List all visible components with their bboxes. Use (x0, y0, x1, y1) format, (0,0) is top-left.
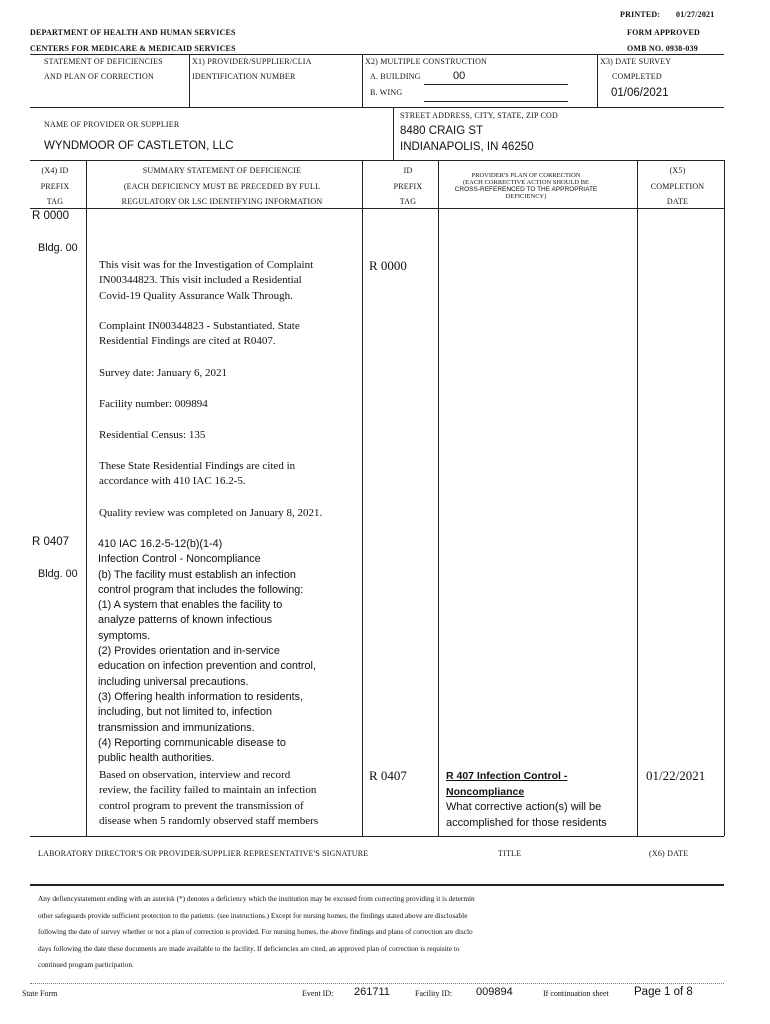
regulation-line-10: including universal precautions. (98, 675, 249, 688)
visit-text-line-3: Covid-19 Quality Assurance Walk Through. (99, 289, 293, 302)
event-id-value: 261711 (354, 986, 390, 998)
finding-line-3: control program to prevent the transmission of (99, 799, 304, 812)
director-signature-label: LABORATORY DIRECTOR'S OR PROVIDER/SUPPLIER REPRESENTATIVE'S SIGNATURE (38, 849, 369, 858)
finding-line-4: disease when 5 randomly observed staff members (99, 815, 319, 828)
x4-header-2: PREFIX (40, 182, 70, 191)
column-divider-tag (86, 160, 87, 836)
address-line-1: 8480 CRAIG ST (400, 125, 484, 137)
regulation-line-6: analyze patterns of known infectious (98, 614, 273, 627)
header-box-top (30, 54, 724, 55)
form-approved: FORM APPROVED (627, 28, 701, 37)
regulation-line-7: symptoms. (98, 629, 151, 642)
footer-dotted-line (30, 983, 724, 984)
finding-line-2: review, the facility failed to maintain an infection (99, 784, 317, 797)
page-number: Page 1 of 8 (634, 986, 693, 998)
department-title: DEPARTMENT OF HEALTH AND HUMAN SERVICES (30, 28, 236, 37)
visit-text (99, 258, 313, 304)
plan-title-line-2: Noncompliance (446, 785, 525, 798)
regulation-line-8: (2) Provides orientation and in-service (98, 645, 280, 658)
completed-label: COMPLETED (612, 72, 662, 81)
title-label: TITLE (498, 849, 522, 858)
x5-header-3: DATE (666, 197, 689, 206)
findings-cited-line-1: These State Residential Findings are cited in (99, 460, 296, 472)
centers-title: CENTERS FOR MEDICARE & MEDICAID SERVICES (30, 44, 236, 53)
state-form-label: State Form (22, 989, 58, 998)
regulation-line-4: control program that includes the following: (98, 583, 304, 596)
disclaimer-line-5: continued program participation. (38, 960, 134, 969)
regulation-line-2: Infection Control - Noncompliance (98, 553, 261, 566)
finding-line-1: Based on observation, interview and record (99, 769, 291, 781)
regulation-line-3: (b) The facility must establish an infection (98, 568, 296, 581)
plan-title (446, 769, 567, 800)
columns-top-line (30, 160, 724, 161)
id-tag-r0000: R 0000 (369, 258, 407, 273)
printed-date: 01/27/2021 (676, 10, 715, 19)
x4-header-3: TAG (46, 197, 64, 206)
statement-label-2: AND PLAN OF CORRECTION (44, 72, 154, 81)
disclaimer-line-1: Any defiencystatement ending with an asterisk (*) denotes a deficiency which the institution may be excused from correcting providing it is determin (38, 894, 475, 903)
x4-header-1: (X4) ID (41, 166, 69, 175)
column-divider-summary (362, 160, 363, 836)
building-underline (424, 84, 568, 85)
disclaimer-line-2: other safeguards provide sufficient protection to the patients. (see instructions.) Except for nursing homes, the findings stated above are disclosable (38, 910, 468, 920)
disclaimer-line-3: following the date of survey whether or not a plan of correction is provided. For nursing homes, the above findings and plans of correction are disclo (38, 927, 473, 936)
summary-header-2: (EACH DEFICIENCY MUST BE PRECEDED BY FULL (123, 182, 321, 191)
statement-label-1: STATEMENT OF DEFICIENCIES (44, 57, 163, 66)
x5-header-2: COMPLETION (650, 182, 705, 191)
complaint-text (99, 319, 300, 350)
plan-header-4: DEFICIENCY) (505, 193, 547, 200)
signature-bottom-line (30, 884, 724, 886)
plan-text-line-2: accomplished for those residents (446, 816, 607, 829)
regulation-line-11: (3) Offering health information to residents, (98, 690, 304, 703)
address-line-2: INDIANAPOLIS, IN 46250 (400, 141, 534, 153)
survey-date-text: Survey date: January 6, 2021 (99, 367, 227, 379)
summary-header-1: SUMMARY STATEMENT OF DEFICIENCIE (142, 166, 302, 175)
provider-name-label: NAME OF PROVIDER OR SUPPLIER (44, 120, 180, 129)
id-header-3: TAG (399, 197, 417, 206)
summary-header-3: REGULATORY OR LSC IDENTIFYING INFORMATION (121, 197, 323, 206)
multiple-construction-label: X2) MULTIPLE CONSTRUCTION (365, 57, 488, 66)
visit-text-line-1: This visit was for the Investigation of Complaint (99, 259, 314, 271)
id-header-1: ID (403, 166, 413, 175)
facility-number-text: Facility number: 009894 (99, 398, 208, 410)
tag-r0407: R 0407 (32, 536, 70, 548)
provider-id-label-2: IDENTIFICATION NUMBER (192, 72, 296, 81)
plan-header-2: (EACH CORRECTIVE ACTION SHOULD BE (462, 179, 590, 186)
building-label: A. BUILDING (370, 72, 421, 81)
regulation-line-9: education on infection prevention and control, (98, 660, 316, 673)
quality-review-text: Quality review was completed on January 8, 2021. (99, 507, 323, 519)
column-divider-right (724, 160, 725, 836)
regulation-line-13: transmission and immunizations. (98, 721, 255, 734)
finding-text (99, 768, 318, 830)
wing-label: B. WING (370, 88, 403, 97)
plan-text (446, 800, 607, 831)
tag-r0000: R 0000 (32, 210, 70, 222)
regulation-line-15: public health authorities. (98, 752, 215, 765)
plan-header-3: CROSS-REFERENCED TO THE APPROPRIATE (454, 186, 598, 193)
continuation-label: If continuation sheet (543, 989, 609, 998)
regulation-line-1: 410 IAC 16.2-5-12(b)(1-4) (98, 538, 223, 550)
x6-date-label: (X6) DATE (649, 849, 689, 858)
disclaimer-line-4: days following the date these documents are made available to the facility. If deficiencies are cited, an approved plan of correction is requisite to (38, 943, 460, 953)
address-label: STREET ADDRESS, CITY, STATE, ZIP COD (400, 111, 558, 120)
regulation-line-12: including, but not limited to, infection (98, 706, 273, 719)
body-bottom-line (30, 836, 724, 837)
wing-underline (424, 101, 568, 102)
provider-name: WYNDMOOR OF CASTLETON, LLC (44, 140, 234, 152)
event-id-label: Event ID: (302, 989, 334, 998)
facility-id-label: Facility ID: (415, 989, 453, 998)
completion-date: 01/22/2021 (646, 768, 706, 783)
disclaimer (38, 891, 475, 974)
divider-x3 (597, 54, 598, 107)
column-divider-plan (637, 160, 638, 836)
column-divider-id (438, 160, 439, 836)
findings-cited-text (99, 459, 295, 490)
columns-bottom-line (30, 208, 724, 209)
divider-x1 (189, 54, 190, 107)
building-value: 00 (453, 70, 466, 82)
provider-id-label-1: X1) PROVIDER/SUPPLIER/CLIA (192, 57, 312, 66)
census-text: Residential Census: 135 (99, 429, 206, 441)
divider-x2 (362, 54, 363, 107)
bldg-r0000: Bldg. 00 (38, 242, 78, 254)
omb-number: OMB NO. 0938-039 (627, 44, 698, 53)
id-header-2: PREFIX (393, 182, 423, 191)
plan-header-1: PROVIDER'S PLAN OF CORRECTION (471, 172, 581, 179)
regulation-text (98, 537, 316, 766)
plan-title-line-1: R 407 Infection Control - (446, 770, 568, 782)
complaint-text-line-2: Residential Findings are cited at R0407. (99, 335, 276, 348)
complaint-text-line-1: Complaint IN00344823 - Substantiated. State (99, 320, 300, 332)
x5-header-1: (X5) (669, 166, 686, 175)
findings-cited-line-2: accordance with 410 IAC 16.2-5. (99, 475, 246, 488)
header-box-mid (30, 107, 724, 108)
regulation-line-5: (1) A system that enables the facility to (98, 599, 283, 612)
visit-text-line-2: IN00344823. This visit included a Residential (99, 274, 302, 287)
printed-label: PRINTED: (620, 10, 661, 19)
bldg-r0407: Bldg. 00 (38, 568, 78, 580)
plan-text-line-1: What corrective action(s) will be (446, 801, 602, 813)
facility-id-value: 009894 (476, 986, 513, 998)
divider-address (393, 107, 394, 160)
survey-completed-date: 01/06/2021 (611, 87, 669, 99)
date-survey-label: X3) DATE SURVEY (600, 57, 672, 66)
regulation-line-14: (4) Reporting communicable disease to (98, 736, 286, 749)
id-tag-r0407: R 0407 (369, 768, 407, 783)
